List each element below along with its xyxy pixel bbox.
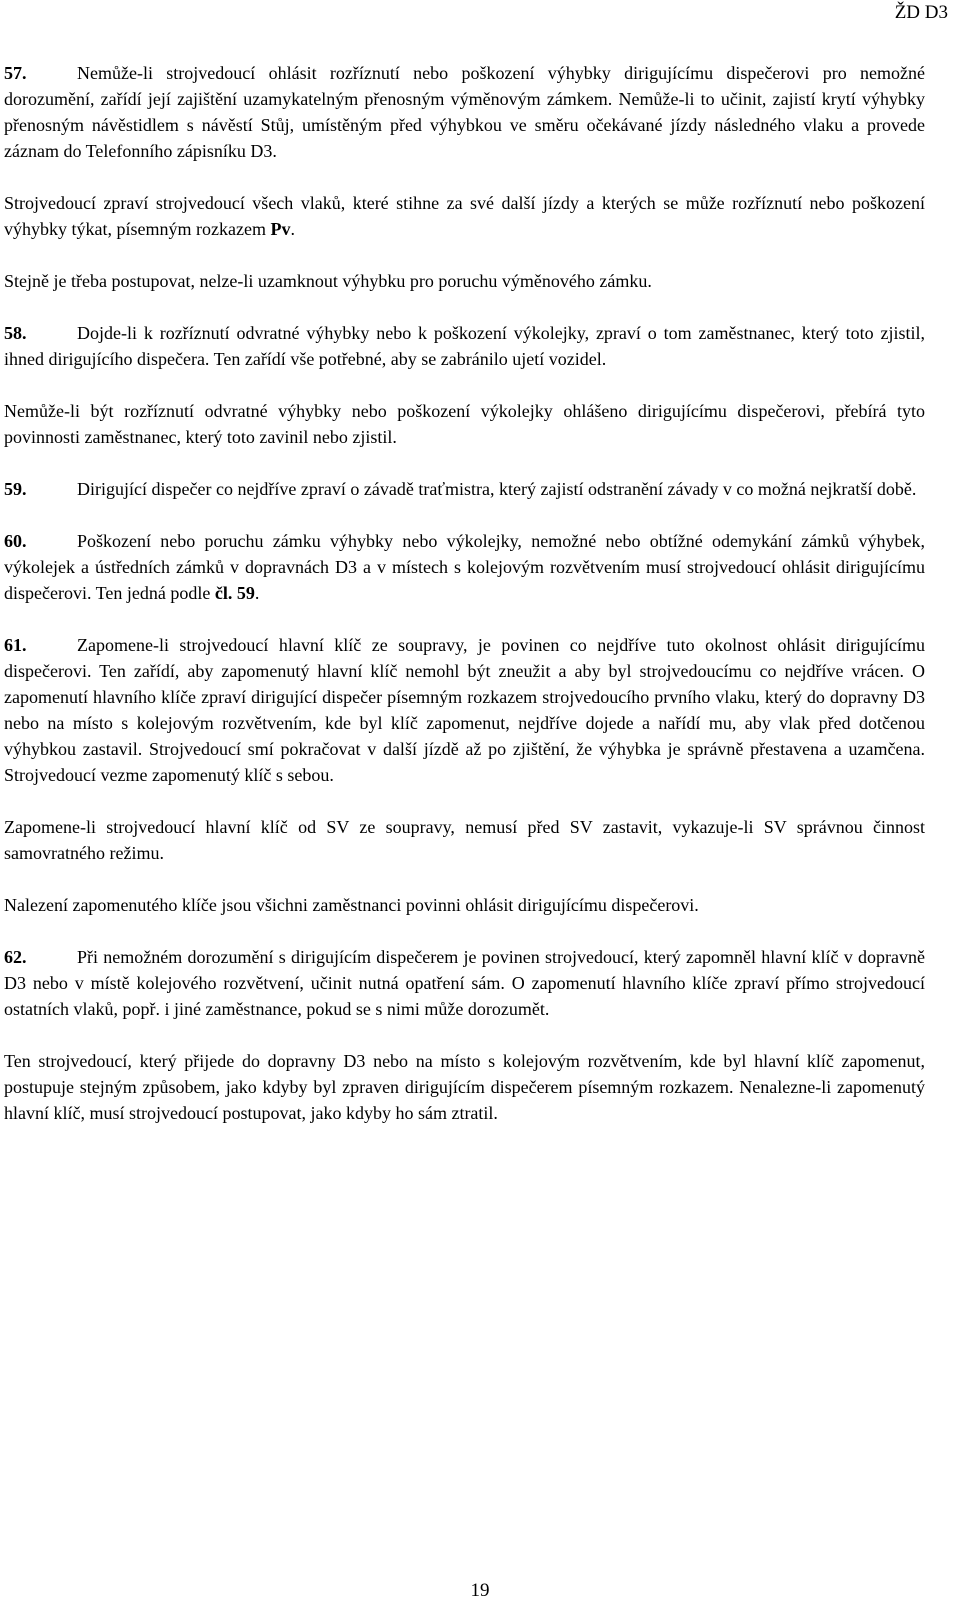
paragraph xyxy=(4,814,925,866)
paragraph-text: Dojde-li k rozříznutí odvratné výhybky nebo k poškození výkolejky, zpraví o tom zaměstnanec, který toto zjistil, ihned dirigujícího dispečera. Ten zařídí vše potřebné, aby se zabránilo ujetí vozidel. xyxy=(4,323,925,369)
article-number: 58. xyxy=(4,323,27,343)
paragraph-text: Při nemožném dorozumění s dirigujícím dispečerem je povinen strojvedoucí, který zapomněl hlavní klíč v dopravně D3 nebo v místě kolejového rozvětvení, učinit nutná opatření sám. O zapomenutí hlavního klíče zpraví přímo strojvedoucí ostatních vlaků, popř. i jiné zaměstnance, pokud se s nimi může dorozumět. xyxy=(4,947,925,1019)
paragraph-text: Zapomene-li strojvedoucí hlavní klíč ze soupravy, je povinen co nejdříve tuto okolnost ohlásit dirigujícímu dispečerovi. Ten zařídí, aby zapomenutý hlavní klíč nemohl být zneužit a aby byl strojvedoucímu co nejdříve vrácen. O zapomenutí hlavního klíče zpraví dirigující dispečer písemným rozkazem strojvedoucího prvního vlaku, který do dopravny D3 nebo na místo s kolejovým rozvětvením, kde byl klíč zapomenut, nejdříve dojede a nařídí mu, aby vlak před dotčenou výhybkou zastavil. Strojvedoucí smí pokračovat v další jízdě až po zjištění, že výhybka je správně přestavena a uzamčena. Strojvedoucí vezme zapomenutý klíč s sebou. xyxy=(4,635,925,785)
article-61 xyxy=(4,632,925,788)
paragraph-text: Strojvedoucí zpraví strojvedoucí všech vlaků, které stihne za své další jízdy a kterých se může rozříznutí nebo poškození výhybky týkat, písemným rozkazem xyxy=(4,193,925,239)
article-number: 61. xyxy=(4,635,27,655)
paragraph-end: . xyxy=(290,219,295,239)
paragraph-text: Nalezení zapomenutého klíče jsou všichni zaměstnanci povinni ohlásit dirigujícímu dispečerovi. xyxy=(4,895,699,915)
article-number: 60. xyxy=(4,531,27,551)
page-number: 19 xyxy=(470,1580,490,1601)
paragraph xyxy=(4,190,925,242)
article-number: 57. xyxy=(4,63,27,83)
article-60 xyxy=(4,528,925,606)
paragraph-end: . xyxy=(254,583,260,603)
document-code: ŽD D3 xyxy=(894,2,948,23)
paragraph-text: Nemůže-li strojvedoucí ohlásit rozříznutí nebo poškození výhybky dirigujícímu dispečerovi pro nemožné dorozumění, zařídí její zajištění uzamykatelným přenosným výměnovým zámkem. Nemůže-li to učinit, zajistí krytí výhybky přenosným návěstidlem s návěstí Stůj, umístěným před výhybkou ve směru očekávané jízdy následného vlaku a provede záznam do Telefonního zápisníku D3. xyxy=(4,63,925,161)
paragraph-text: Stejně je třeba postupovat, nelze-li uzamknout výhybku pro poruchu výměnového zámku. xyxy=(4,271,652,291)
order-reference: Pv xyxy=(270,219,291,239)
paragraph-text: Ten strojvedoucí, který přijede do dopravny D3 nebo na místo s kolejovým rozvětvením, kde byl hlavní klíč zapomenut, postupuje stejným způsobem, jako kdyby byl zpraven dirigujícím dispečerem písemným rozkazem. Nenalezne-li zapomenutý hlavní klíč, musí strojvedoucí postupovat, jako kdyby ho sám ztratil. xyxy=(4,1051,925,1123)
article-62 xyxy=(4,944,925,1022)
paragraph xyxy=(4,268,925,294)
paragraph-text: Poškození nebo poruchu zámku výhybky nebo výkolejky, nemožné nebo obtížné odemykání zámků výhybek, výkolejek a ústředních zámků v dopravnách D3 a v místech s kolejovým rozvětvením musí strojvedoucí ohlásit dirigujícímu dispečerovi. Ten jedná podle xyxy=(4,531,925,603)
article-59 xyxy=(4,476,925,502)
document-body xyxy=(4,60,925,1152)
paragraph-text: Zapomene-li strojvedoucí hlavní klíč od SV ze soupravy, nemusí před SV zastavit, vykazuje-li SV správnou činnost samovratného režimu. xyxy=(4,817,925,863)
paragraph-text: Dirigující dispečer co nejdříve zpraví o závadě traťmistra, který zajistí odstranění závady v co možná nejkratší době. xyxy=(77,479,917,499)
paragraph xyxy=(4,892,925,918)
paragraph xyxy=(4,398,925,450)
article-reference: čl. 59 xyxy=(214,583,255,603)
article-58 xyxy=(4,320,925,372)
paragraph xyxy=(4,1048,925,1126)
paragraph-text: Nemůže-li být rozříznutí odvratné výhybky nebo poškození výkolejky ohlášeno dirigujícímu dispečerovi, přebírá tyto povinnosti zaměstnanec, který toto zavinil nebo zjistil. xyxy=(4,401,925,447)
article-number: 59. xyxy=(4,479,27,499)
article-57 xyxy=(4,60,925,164)
article-number: 62. xyxy=(4,947,27,967)
